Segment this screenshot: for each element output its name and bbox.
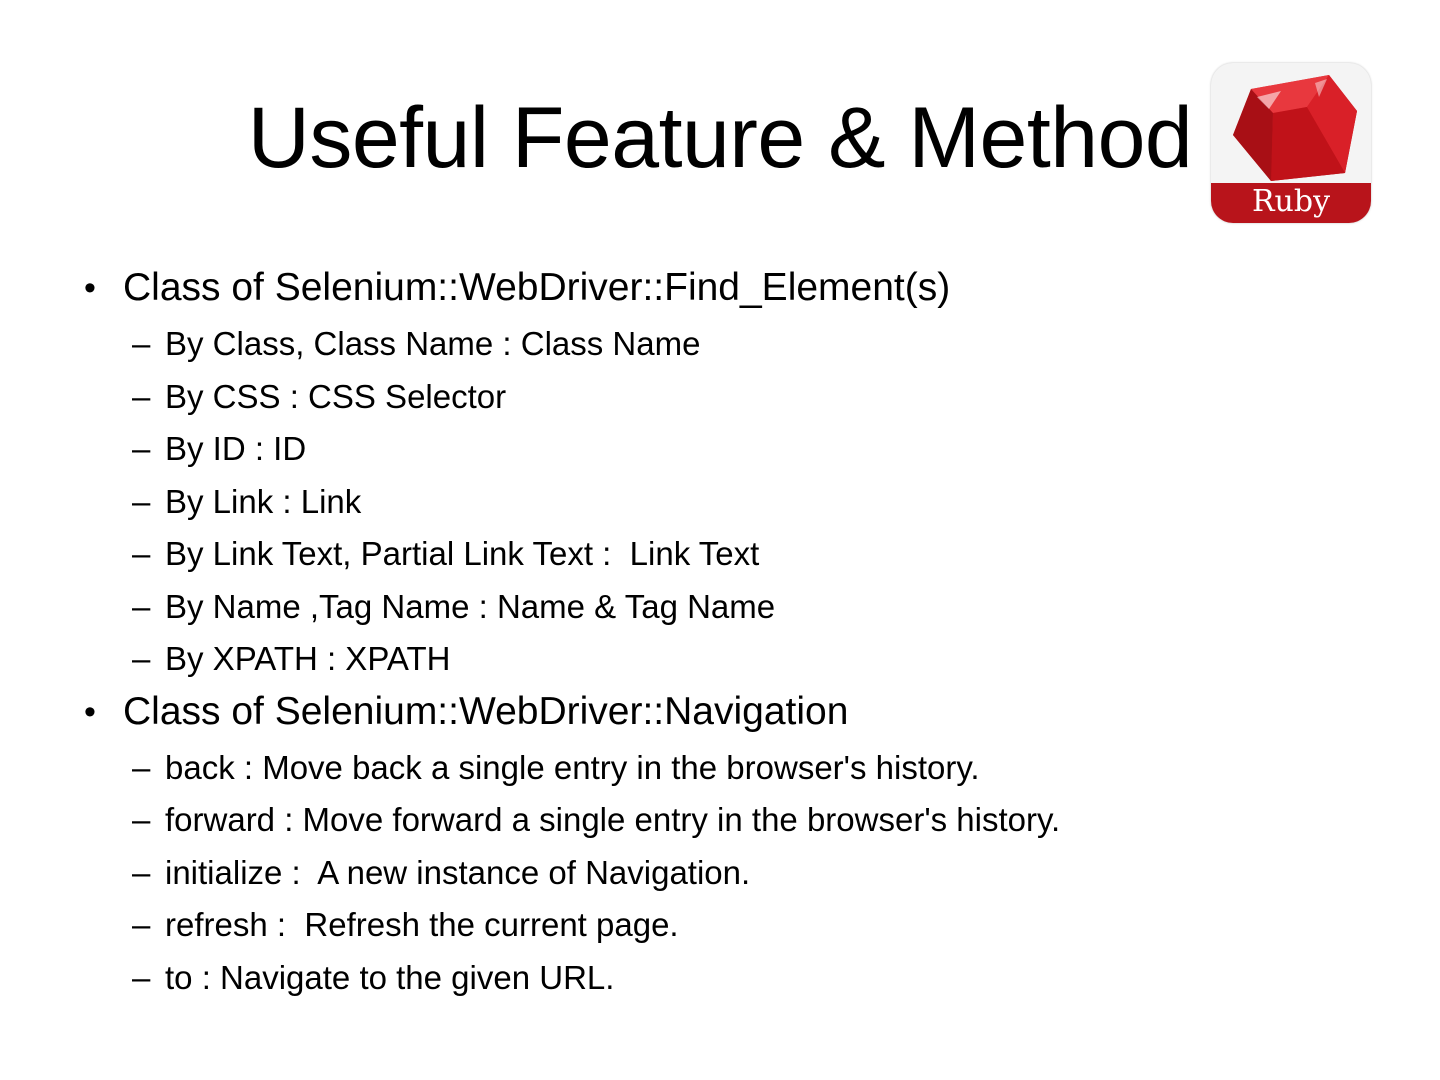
- list-item-text: By XPATH : XPATH: [165, 640, 451, 677]
- slide-title: Useful Feature & Method: [247, 90, 1193, 186]
- section-heading-text: Class of Selenium::WebDriver::Navigation: [123, 689, 849, 733]
- dash-marker: –: [132, 482, 151, 520]
- list-item: [0, 581, 1440, 634]
- ruby-logo-label: Ruby: [1211, 183, 1371, 223]
- list-item: [0, 847, 1440, 900]
- slide-content: [0, 262, 1440, 1004]
- dash-marker: –: [132, 958, 151, 996]
- bullet-marker: •: [84, 269, 96, 307]
- dash-marker: –: [132, 325, 151, 362]
- dash-marker: –: [132, 748, 151, 786]
- dash-marker: –: [132, 801, 151, 838]
- list-item: [0, 899, 1440, 952]
- list-item-text: By Name ,Tag Name : Name & Tag Name: [165, 587, 776, 625]
- list-item: [0, 528, 1440, 581]
- list-item: [0, 952, 1440, 1005]
- dash-marker: –: [132, 587, 151, 625]
- list-item-text: By ID : ID: [165, 430, 307, 467]
- list-item-text: By Link : Link: [165, 482, 362, 520]
- list-item: [0, 476, 1440, 529]
- dash-marker: –: [132, 377, 151, 415]
- dash-marker: –: [132, 640, 151, 677]
- list-item: [0, 371, 1440, 424]
- list-item-text: By Link Text, Partial Link Text : Link Text: [165, 535, 760, 572]
- list-item: [0, 742, 1440, 795]
- dash-marker: –: [132, 906, 151, 943]
- section-heading: [0, 262, 1440, 314]
- list-item: [0, 423, 1440, 476]
- list-item-text: to : Navigate to the given URL.: [165, 958, 615, 996]
- list-item: [0, 633, 1440, 686]
- dash-marker: –: [132, 430, 151, 467]
- list-item-text: forward : Move forward a single entry in the browser's history.: [165, 801, 1061, 838]
- dash-marker: –: [132, 853, 151, 891]
- bullet-marker: •: [84, 692, 96, 731]
- list-item-text: initialize : A new instance of Navigation.: [165, 853, 751, 891]
- section-heading: [0, 686, 1440, 738]
- list-item-text: refresh : Refresh the current page.: [165, 906, 679, 943]
- list-item-text: By CSS : CSS Selector: [165, 377, 507, 415]
- dash-marker: –: [132, 535, 151, 572]
- list-item-text: back : Move back a single entry in the browser's history.: [165, 748, 980, 786]
- ruby-logo: [1211, 63, 1371, 223]
- list-item-text: By Class, Class Name : Class Name: [165, 325, 701, 362]
- list-item: [0, 794, 1440, 847]
- section-heading-text: Class of Selenium::WebDriver::Find_Element(s): [123, 266, 951, 309]
- list-item: [0, 318, 1440, 371]
